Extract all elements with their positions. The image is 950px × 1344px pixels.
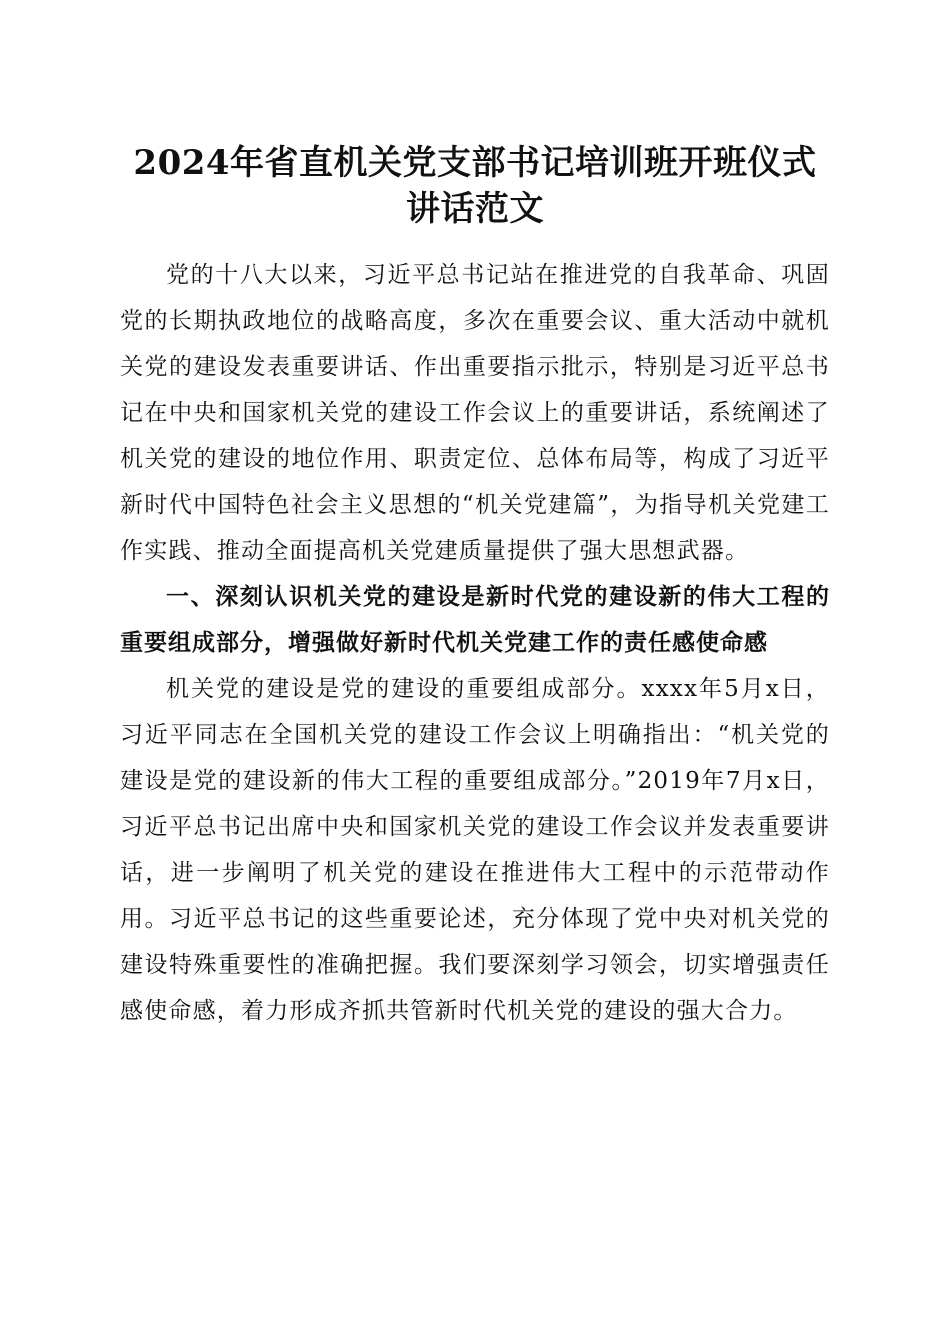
section-1-heading: 一、深刻认识机关党的建设是新时代党的建设新的伟大工程的重要组成部分，增强做好新时代机关党建工作的责任感使命感 [120, 584, 830, 656]
document-body [120, 252, 830, 1034]
title-line-1: 2024年省直机关党支部书记培训班开班仪式 [133, 143, 817, 183]
document-title [120, 140, 830, 232]
intro-paragraph: 党的十八大以来，习近平总书记站在推进党的自我革命、巩固党的长期执政地位的战略高度，多次在重要会议、重大活动中就机关党的建设发表重要讲话、作出重要指示批示，特别是习近平总书记在中央和国家机关党的建设工作会议上的重要讲话，系统阐述了机关党的建设的地位作用、职责定位、总体布局等，构成了习近平新时代中国特色社会主义思想的“机关党建篇”，为指导机关党建工作实践、推动全面提高机关党建质量提供了强大思想武器。 [120, 262, 830, 564]
section-1-paragraph: 机关党的建设是党的建设的重要组成部分。xxxx年5月x日，习近平同志在全国机关党的建设工作会议上明确指出：“机关党的建设是党的建设新的伟大工程的重要组成部分。”2019年7月x日，习近平总书记出席中央和国家机关党的建设工作会议并发表重要讲话，进一步阐明了机关党的建设在推进伟大工程中的示范带动作用。习近平总书记的这些重要论述，充分体现了党中央对机关党的建设特殊重要性的准确把握。我们要深刻学习领会，切实增强责任感使命感，着力形成齐抓共管新时代机关党的建设的强大合力。 [120, 676, 830, 1024]
title-line-2: 讲话范文 [406, 189, 544, 229]
